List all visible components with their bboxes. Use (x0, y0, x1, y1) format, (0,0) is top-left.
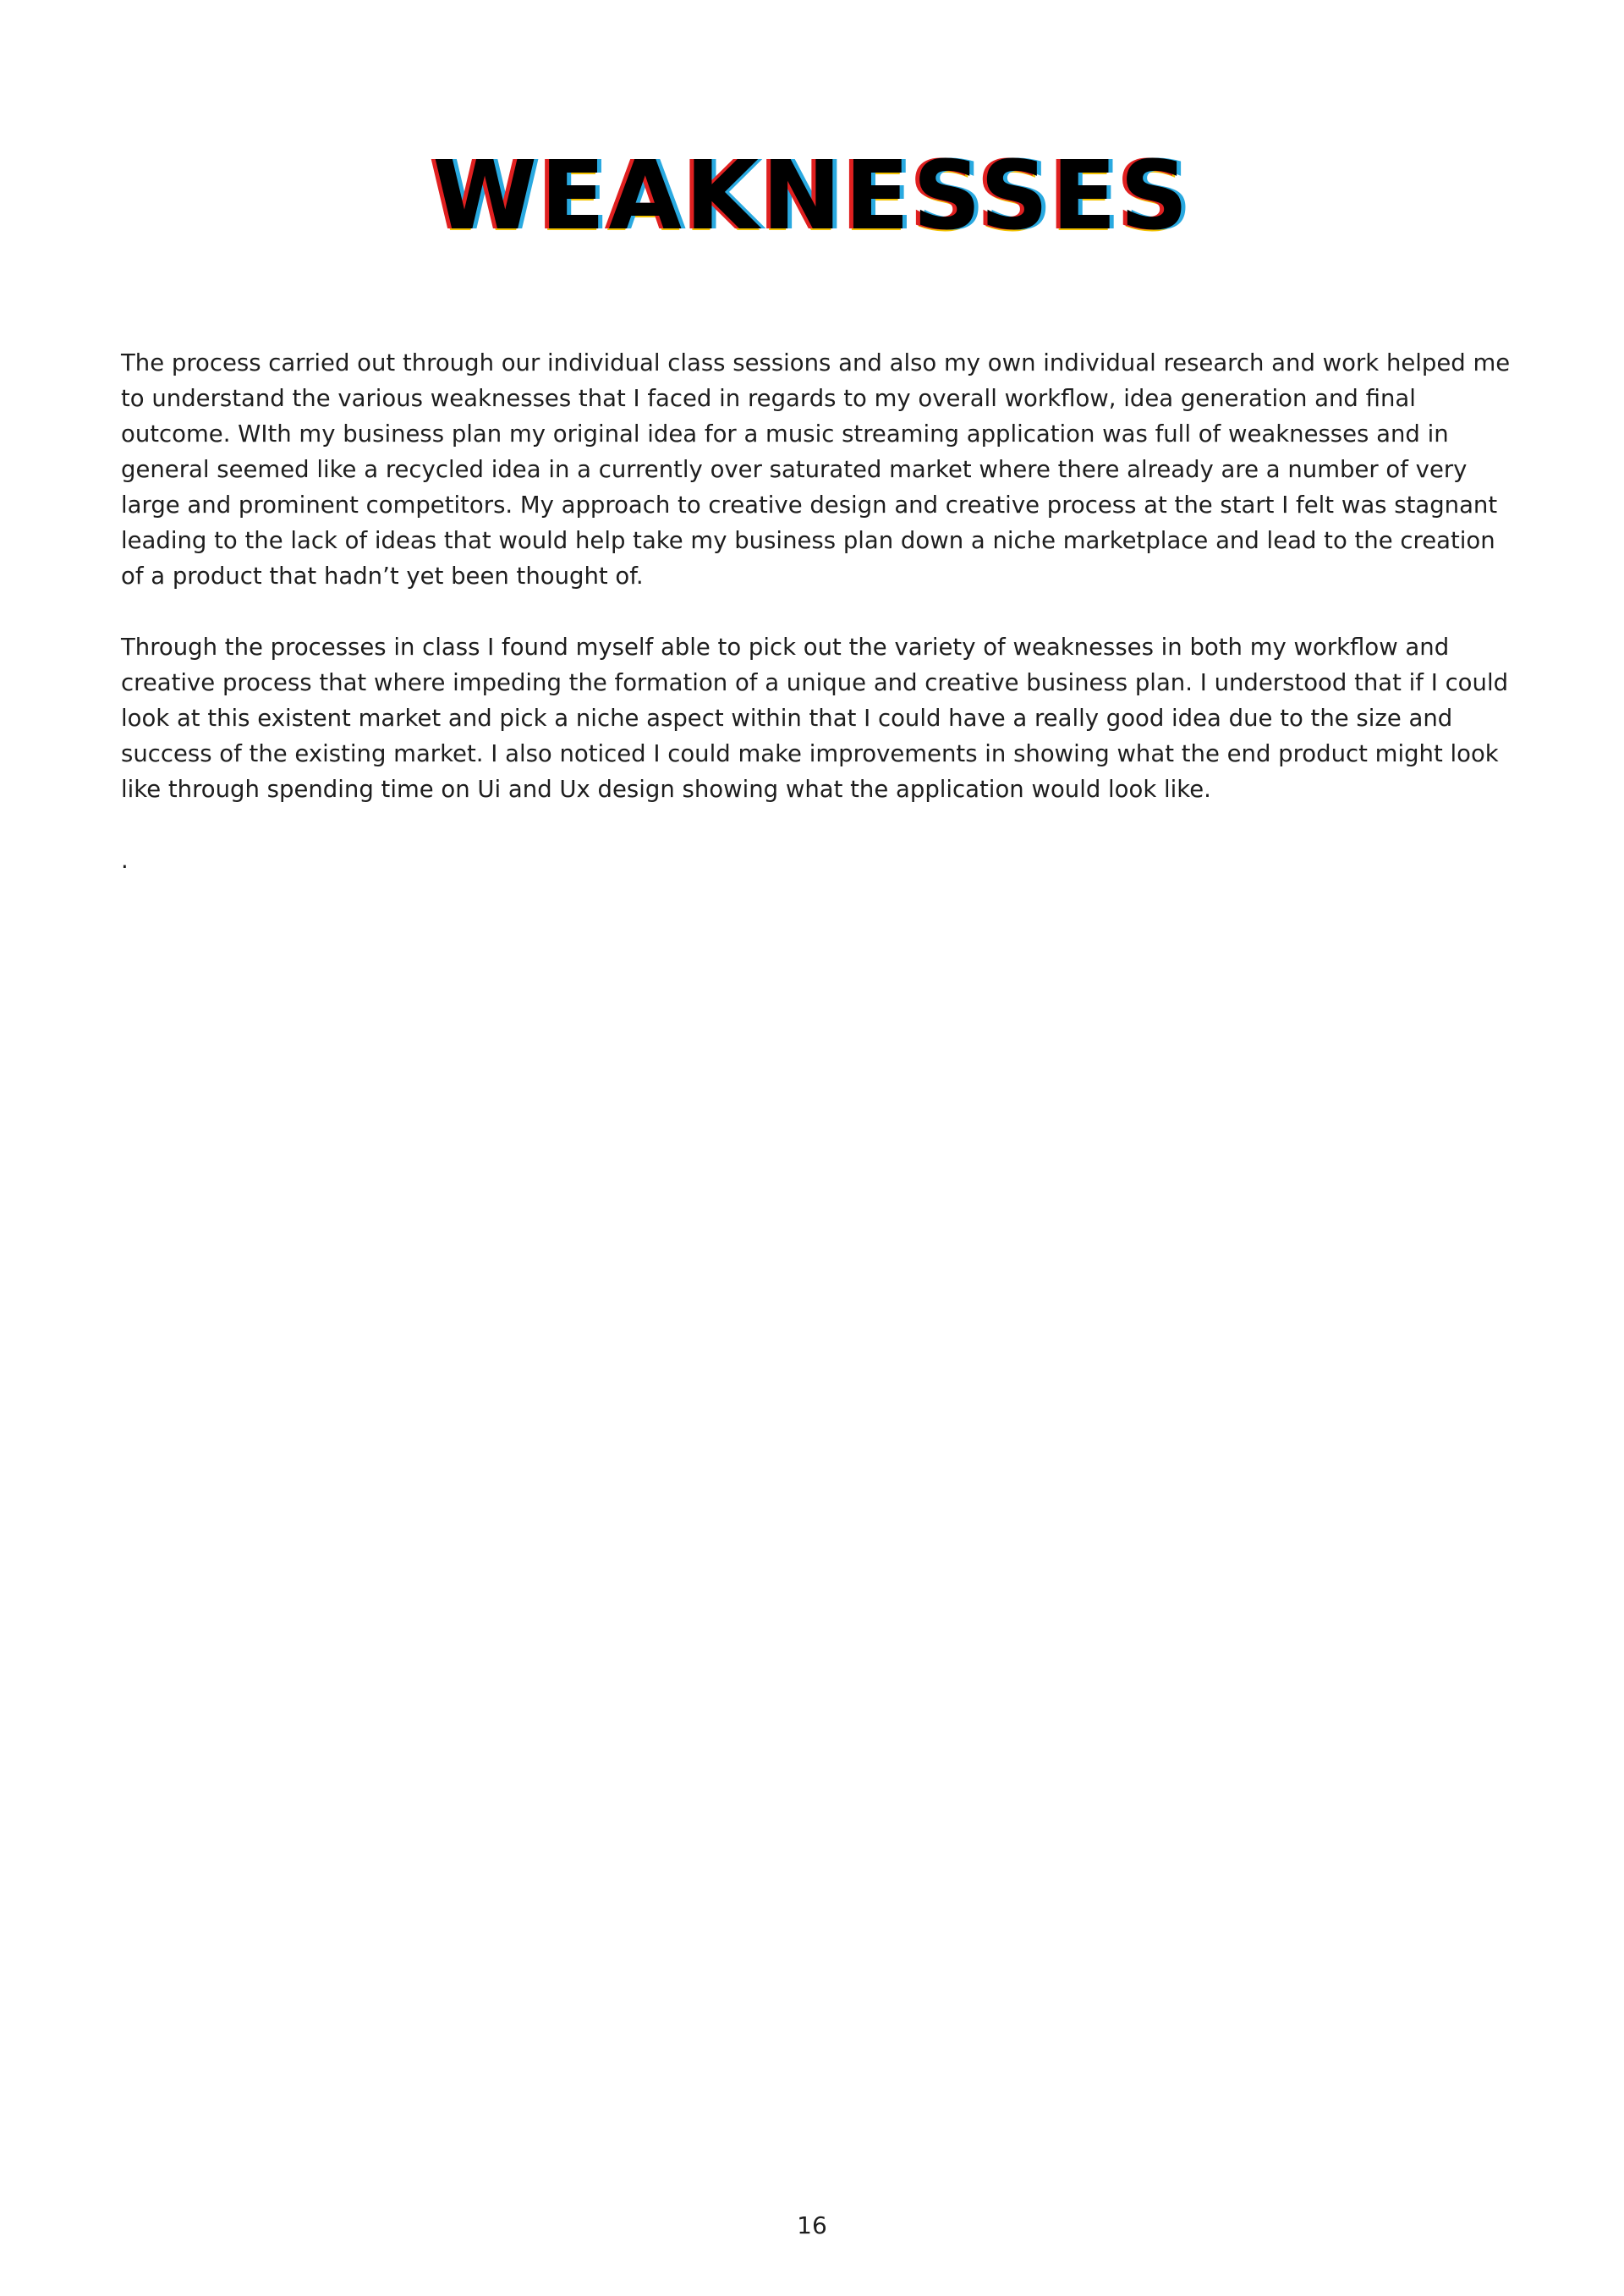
paragraph: Through the processes in class I found myself able to pick out the variety of weaknesses in both my workflow and creative process that where impeding the formation of a unique and creative business plan. I understood that if I could look at this existent market and pick a niche aspect within that I could have a really good idea due to the size and success of the existing market. I also noticed I could make improvements in showing what the end product might look like through spending time on Ui and Ux design showing what the application would look like. (121, 634, 1509, 803)
title-container (0, 141, 1624, 251)
page-title: WEAKNESSES (432, 141, 1192, 251)
paragraph: The process carried out through our individual class sessions and also my own individual research and work helped me to understand the various weaknesses that I faced in regards to my overall workflow, idea generation and final outcome. WIth my business plan my original idea for a music streaming application was full of weaknesses and in general seemed like a recycled idea in a currently over saturated market where there already are a number of very large and prominent competitors. My approach to creative design and creative process at the start I felt was stagnant leading to the lack of ideas that would help take my business plan down a niche marketplace and lead to the creation of a product that hadn’t yet been thought of. (121, 349, 1511, 590)
paragraph: . (121, 847, 129, 874)
page-number: 16 (797, 2211, 827, 2239)
body-text (121, 345, 1517, 914)
